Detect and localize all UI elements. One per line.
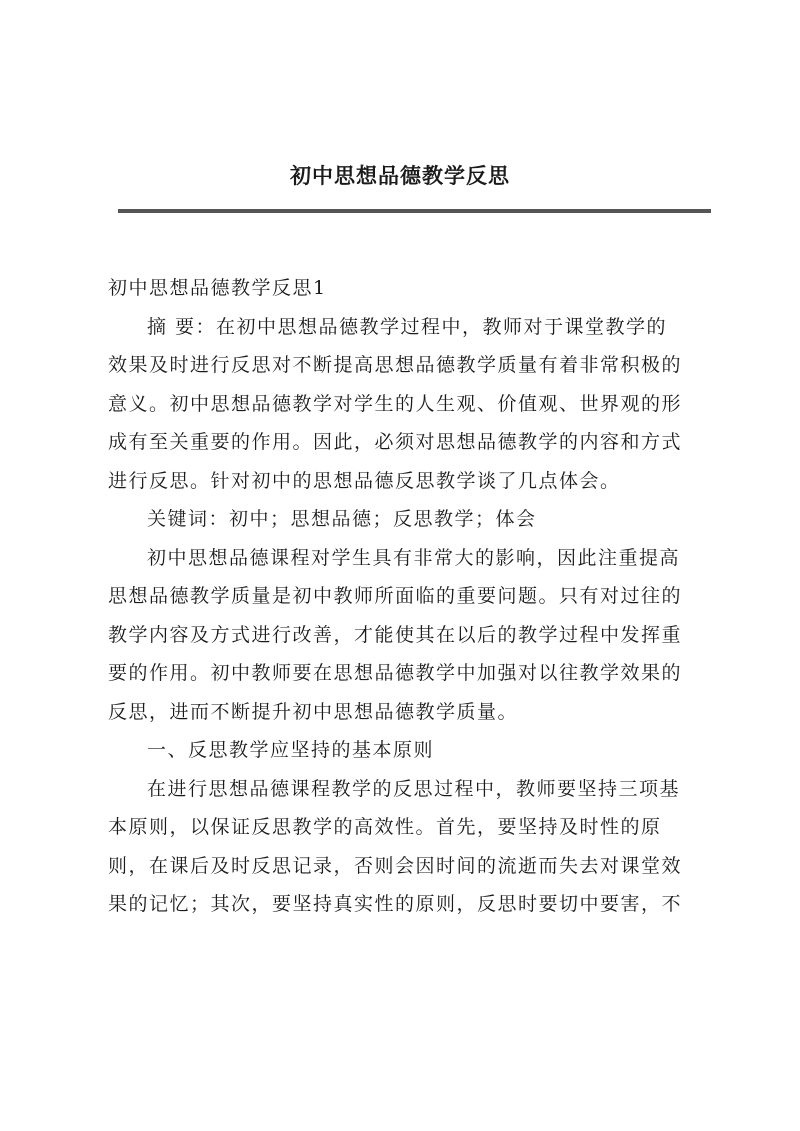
abstract-line: 成有至关重要的作用。因此，必须对思想品德教学的内容和方式 [108,432,683,453]
paragraph-line: 则，在课后及时反思记录，否则会因时间的流逝而失去对课堂效 [108,855,683,877]
paragraph-line: 在进行思想品德课程教学的反思过程中，教师要坚持三项基 [147,778,681,800]
abstract-line: 意义。初中思想品德教学对学生的人生观、价值观、世界观的形 [108,393,683,415]
subsection-heading: 一、反思教学应坚持的基本原则 [147,740,435,761]
paragraph-line: 教学内容及方式进行改善，才能使其在以后的教学过程中发挥重 [108,624,683,646]
abstract-line: 进行反思。针对初中的思想品德反思教学谈了几点体会。 [108,470,621,492]
abstract-line: 摘 要：在初中思想品德教学过程中，教师对于课堂教学的 [147,316,668,338]
paragraph-line: 初中思想品德课程对学生具有非常大的影响，因此注重提高 [147,547,681,569]
paragraph-line: 果的记忆；其次，要坚持真实性的原则，反思时要切中要害，不 [108,894,683,915]
paragraph-line: 思想品德教学质量是初中教师所面临的重要问题。只有对过往的 [108,586,683,607]
document-body [108,278,708,933]
page-title: 初中思想品德教学反思 [290,163,510,188]
section-heading: 初中思想品德教学反思1 [108,278,327,299]
paragraph-line: 反思，进而不断提升初中思想品德教学质量。 [108,701,519,723]
paragraph-line: 本原则，以保证反思教学的高效性。首先，要坚持及时性的原 [108,817,662,838]
keywords-line: 关键词：初中；思想品德；反思教学；体会 [147,509,537,530]
paragraph-line: 要的作用。初中教师要在思想品德教学中加强对以往教学效果的 [108,663,683,684]
abstract-line: 效果及时进行反思对不断提高思想品德教学质量有着非常积极的 [108,355,683,376]
title-divider [118,209,711,213]
